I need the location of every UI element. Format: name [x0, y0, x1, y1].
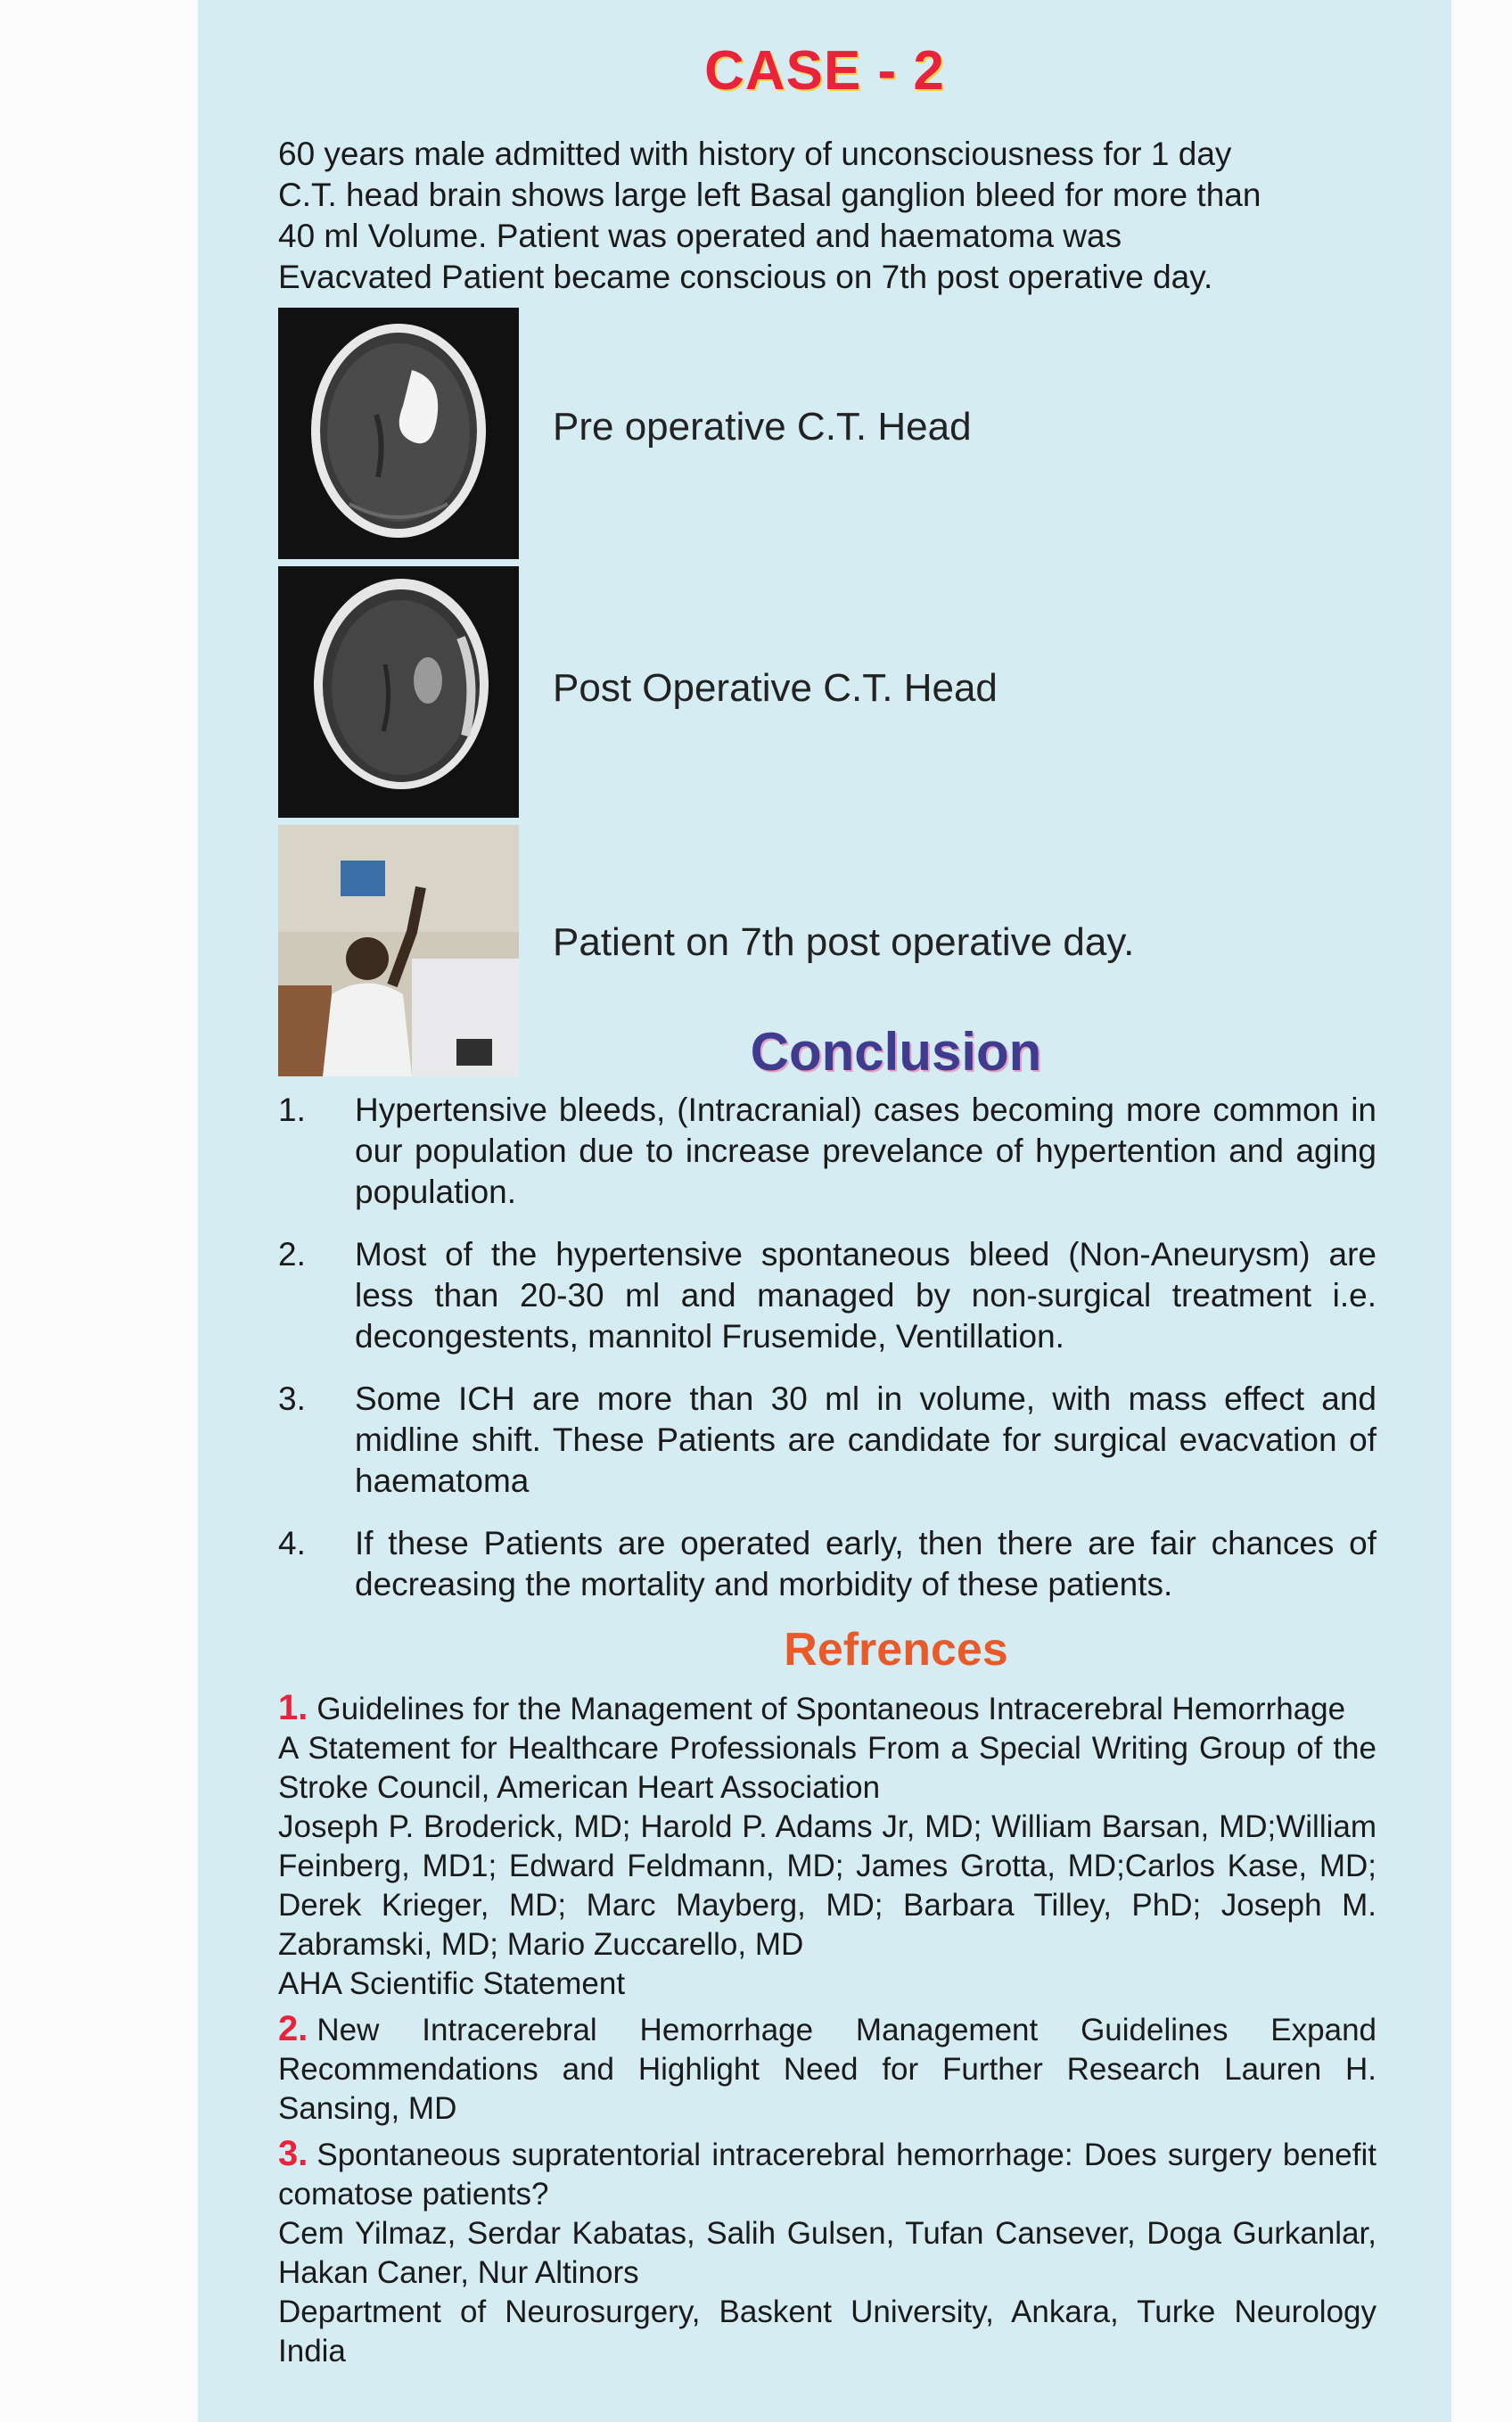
intro-line: C.T. head brain shows large left Basal ganglion bleed for more than — [278, 177, 1261, 213]
reference-title: New Intracerebral Hemorrhage Management Guidelines Expand Recommendations and Highlight Need for Further Research Lauren H. Sansing, MD — [278, 2013, 1376, 2126]
brochure-panel — [198, 0, 1451, 2422]
list-text: If these Patients are operated early, then there are fair chances of decreasing the mortality and morbidity of these patients. — [355, 1525, 1376, 1602]
reference-number: 1. — [278, 1688, 308, 1727]
list-number: 1. — [278, 1092, 306, 1128]
references-list — [278, 1688, 1376, 2377]
list-item — [278, 1523, 1376, 1605]
intro-line: Evacvated Patient became conscious on 7th post operative day. — [278, 259, 1213, 295]
list-item — [278, 1379, 1376, 1502]
reference-authors: Joseph P. Broderick, MD; Harold P. Adams Jr, MD; William Barsan, MD;William Feinberg, MD1; Edward Feldmann, MD; James Grotta, MD;Carlos Kase, MD; Derek Krieger, MD; Marc Mayberg, MD; Barbara Tilley, PhD; Joseph M. Zabramski, MD; Mario Zuccarello, MD — [278, 1809, 1376, 1962]
reference-authors: Cem Yilmaz, Serdar Kabatas, Salih Gulsen, Tufan Cansever, Doga Gurkanlar, Hakan Caner, Nur Altinors — [278, 2216, 1376, 2290]
reference-title: Guidelines for the Management of Spontaneous Intracerebral Hemorrhage — [316, 1692, 1346, 1726]
reference-detail: A Statement for Healthcare Professionals From a Special Writing Group of the Stroke Council, American Heart Association — [278, 1731, 1376, 1805]
pre-op-ct-image — [278, 308, 519, 559]
list-number: 4. — [278, 1525, 306, 1561]
list-item — [278, 1090, 1376, 1213]
post-op-caption: Post Operative C.T. Head — [553, 666, 998, 710]
list-item — [278, 1234, 1376, 1357]
intro-line: 60 years male admitted with history of unconsciousness for 1 day — [278, 136, 1232, 172]
reference-item — [278, 2134, 1376, 2371]
reference-title: Spontaneous supratentorial intracerebral hemorrhage: Does surgery benefit comatose patients? — [278, 2138, 1376, 2212]
case-title: CASE - 2 — [704, 40, 945, 102]
references-heading: Refrences — [784, 1624, 1008, 1676]
reference-number: 3. — [278, 2134, 308, 2173]
reference-item — [278, 1688, 1376, 2004]
page-margin-right — [1451, 0, 1512, 2422]
post-op-ct-image — [278, 566, 519, 818]
page-margin-left — [0, 0, 198, 2422]
case-description — [278, 134, 1376, 298]
list-text: Most of the hypertensive spontaneous bleed (Non-Aneurysm) are less than 20-30 ml and managed by non-surgical treatment i.e. decongestents, mannitol Frusemide, Ventillation. — [355, 1236, 1376, 1355]
conclusion-heading: Conclusion — [750, 1022, 1042, 1082]
list-text: Some ICH are more than 30 ml in volume, with mass effect and midline shift. These Patients are candidate for surgical evacvation of haematoma — [355, 1380, 1376, 1499]
patient-caption: Patient on 7th post operative day. — [553, 920, 1135, 964]
conclusion-list — [278, 1090, 1376, 1627]
list-number: 3. — [278, 1380, 306, 1417]
reference-item — [278, 2009, 1376, 2129]
reference-detail: Department of Neurosurgery, Baskent University, Ankara, Turke Neurology India — [278, 2294, 1376, 2368]
intro-line: 40 ml Volume. Patient was operated and haematoma was — [278, 218, 1122, 254]
pre-op-caption: Pre operative C.T. Head — [553, 405, 972, 449]
reference-number: 2. — [278, 2009, 308, 2048]
list-text: Hypertensive bleeds, (Intracranial) cases becoming more common in our population due to increase prevelance of hypertention and aging population. — [355, 1092, 1376, 1210]
reference-detail: AHA Scientific Statement — [278, 1966, 626, 2001]
list-number: 2. — [278, 1236, 306, 1273]
